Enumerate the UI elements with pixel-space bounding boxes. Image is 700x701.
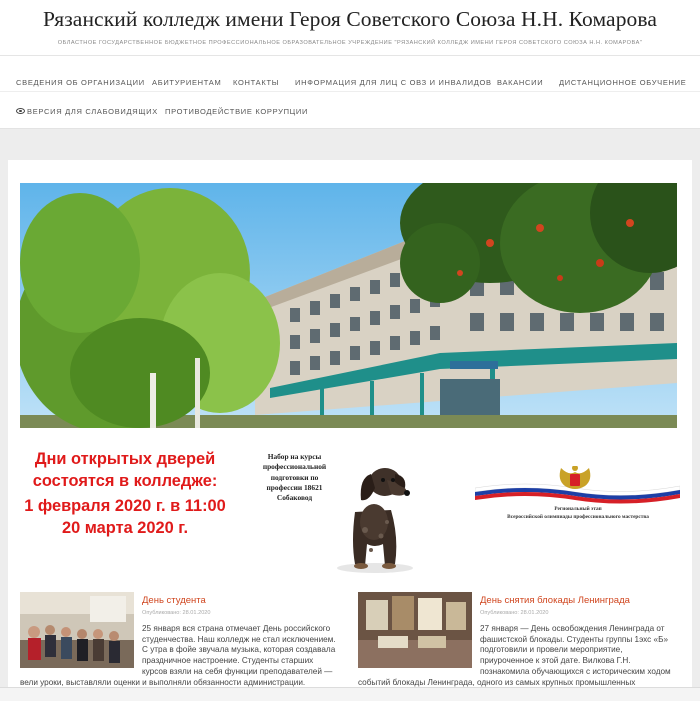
open-day-banner[interactable] xyxy=(20,448,230,539)
nav-item-disabilities-info[interactable]: ИНФОРМАЦИЯ ДЛЯ ЛИЦ С ОВЗ И ИНВАЛИДОВ xyxy=(295,78,492,87)
nav-item-vacancies[interactable]: ВАКАНСИИ xyxy=(497,78,544,87)
news-item-leningrad xyxy=(358,592,676,700)
dachshund-image xyxy=(325,452,425,574)
nav-item-applicants[interactable]: АБИТУРИЕНТАМ xyxy=(152,78,222,87)
college-building-photo xyxy=(20,183,677,428)
tricolor-emblem-image xyxy=(475,466,680,504)
course-line-3: подготовки по xyxy=(270,472,319,482)
main-nav xyxy=(0,55,700,129)
course-line-1: Набор на курсы xyxy=(267,452,322,461)
news-text-leningrad-content: 27 января — День освобождения Ленинграда от фашистской блокады. Студенты группы 1эхс «Б» подготовили и провели мероприятие, приуроченное к этой дате. Вилкова Г.Н. познакомила обучающихся с историческим ходом событий блокады Ленинграда, одного из самых крупных промышленных xyxy=(358,624,671,687)
worldskills-line-1: Региональный этап xyxy=(554,506,602,512)
open-day-line-2: состоятся в колледже: xyxy=(32,472,218,490)
news-date-student-day: Опубликовано: 28.01.2020 xyxy=(142,610,211,616)
nav-item-low-vision-label: ВЕРСИЯ ДЛЯ СЛАБОВИДЯЩИХ xyxy=(27,107,158,116)
nav-item-contacts[interactable]: КОНТАКТЫ xyxy=(233,78,280,87)
eye-icon xyxy=(16,108,25,114)
open-day-line-3: 1 февраля 2020 г. в 11:00 xyxy=(24,497,226,515)
news-text-student-day-content: 25 января вся страна отмечает День российского студенчества. Наш колледж не стал исключением. С утра в фойе звучала музыка, которая создавала праздничное настроение. Студенты старших курсов взяли на себя функции преподавателей — вели уроки, выставляли оценки и выполняли обязанности администрации. xyxy=(20,624,336,687)
worldskills-line-2: Всероссийской олимпиады профессионального мастерства xyxy=(507,513,649,520)
nav-item-distance-learning[interactable]: ДИСТАНЦИОННОЕ ОБУЧЕНИЕ xyxy=(559,78,687,87)
banners-row xyxy=(20,430,677,578)
news-text-leningrad xyxy=(358,624,674,688)
news-item-student-day xyxy=(20,592,338,700)
site-title[interactable]: Рязанский колледж имени Героя Советского Союза Н.Н. Комарова xyxy=(42,7,657,31)
news-date-leningrad: Опубликовано: 28.01.2020 xyxy=(480,610,549,616)
site-header xyxy=(0,0,700,55)
worldskills-caption xyxy=(478,506,678,521)
news-title-student-day[interactable]: День студента xyxy=(142,595,206,606)
course-line-5: Собаковод xyxy=(276,493,313,503)
open-day-line-1: Дни открытых дверей xyxy=(34,450,216,468)
site-subtitle: ОБЛАСТНОЕ ГОСУДАРСТВЕННОЕ БЮДЖЕТНОЕ ПРОФЕССИОНАЛЬНОЕ ОБРАЗОВАТЕЛЬНОЕ УЧРЕЖДЕНИЕ "РЯЗАНСКИЙ КОЛЛЕДЖ ИМЕНИ ГЕРОЯ СОВЕТСКОГО СОЮЗА Н.Н. КОМАРОВА" xyxy=(57,40,643,46)
course-line-4: профессии 18621 xyxy=(266,482,323,492)
open-day-line-4: 20 марта 2020 г. xyxy=(61,519,189,537)
nav-item-organization[interactable]: СВЕДЕНИЯ ОБ ОРГАНИЗАЦИИ xyxy=(16,78,145,87)
nav-item-low-vision[interactable] xyxy=(16,107,158,116)
nav-divider xyxy=(0,91,700,92)
nav-item-anti-corruption[interactable]: ПРОТИВОДЕЙСТВИЕ КОРРУПЦИИ xyxy=(165,107,309,116)
news-title-leningrad[interactable]: День снятия блокады Ленинграда xyxy=(480,595,630,606)
building-illustration xyxy=(20,183,677,428)
bottom-scroll-bar xyxy=(0,687,700,701)
course-line-2: профессиональной xyxy=(262,462,327,472)
news-text-student-day xyxy=(20,624,336,688)
